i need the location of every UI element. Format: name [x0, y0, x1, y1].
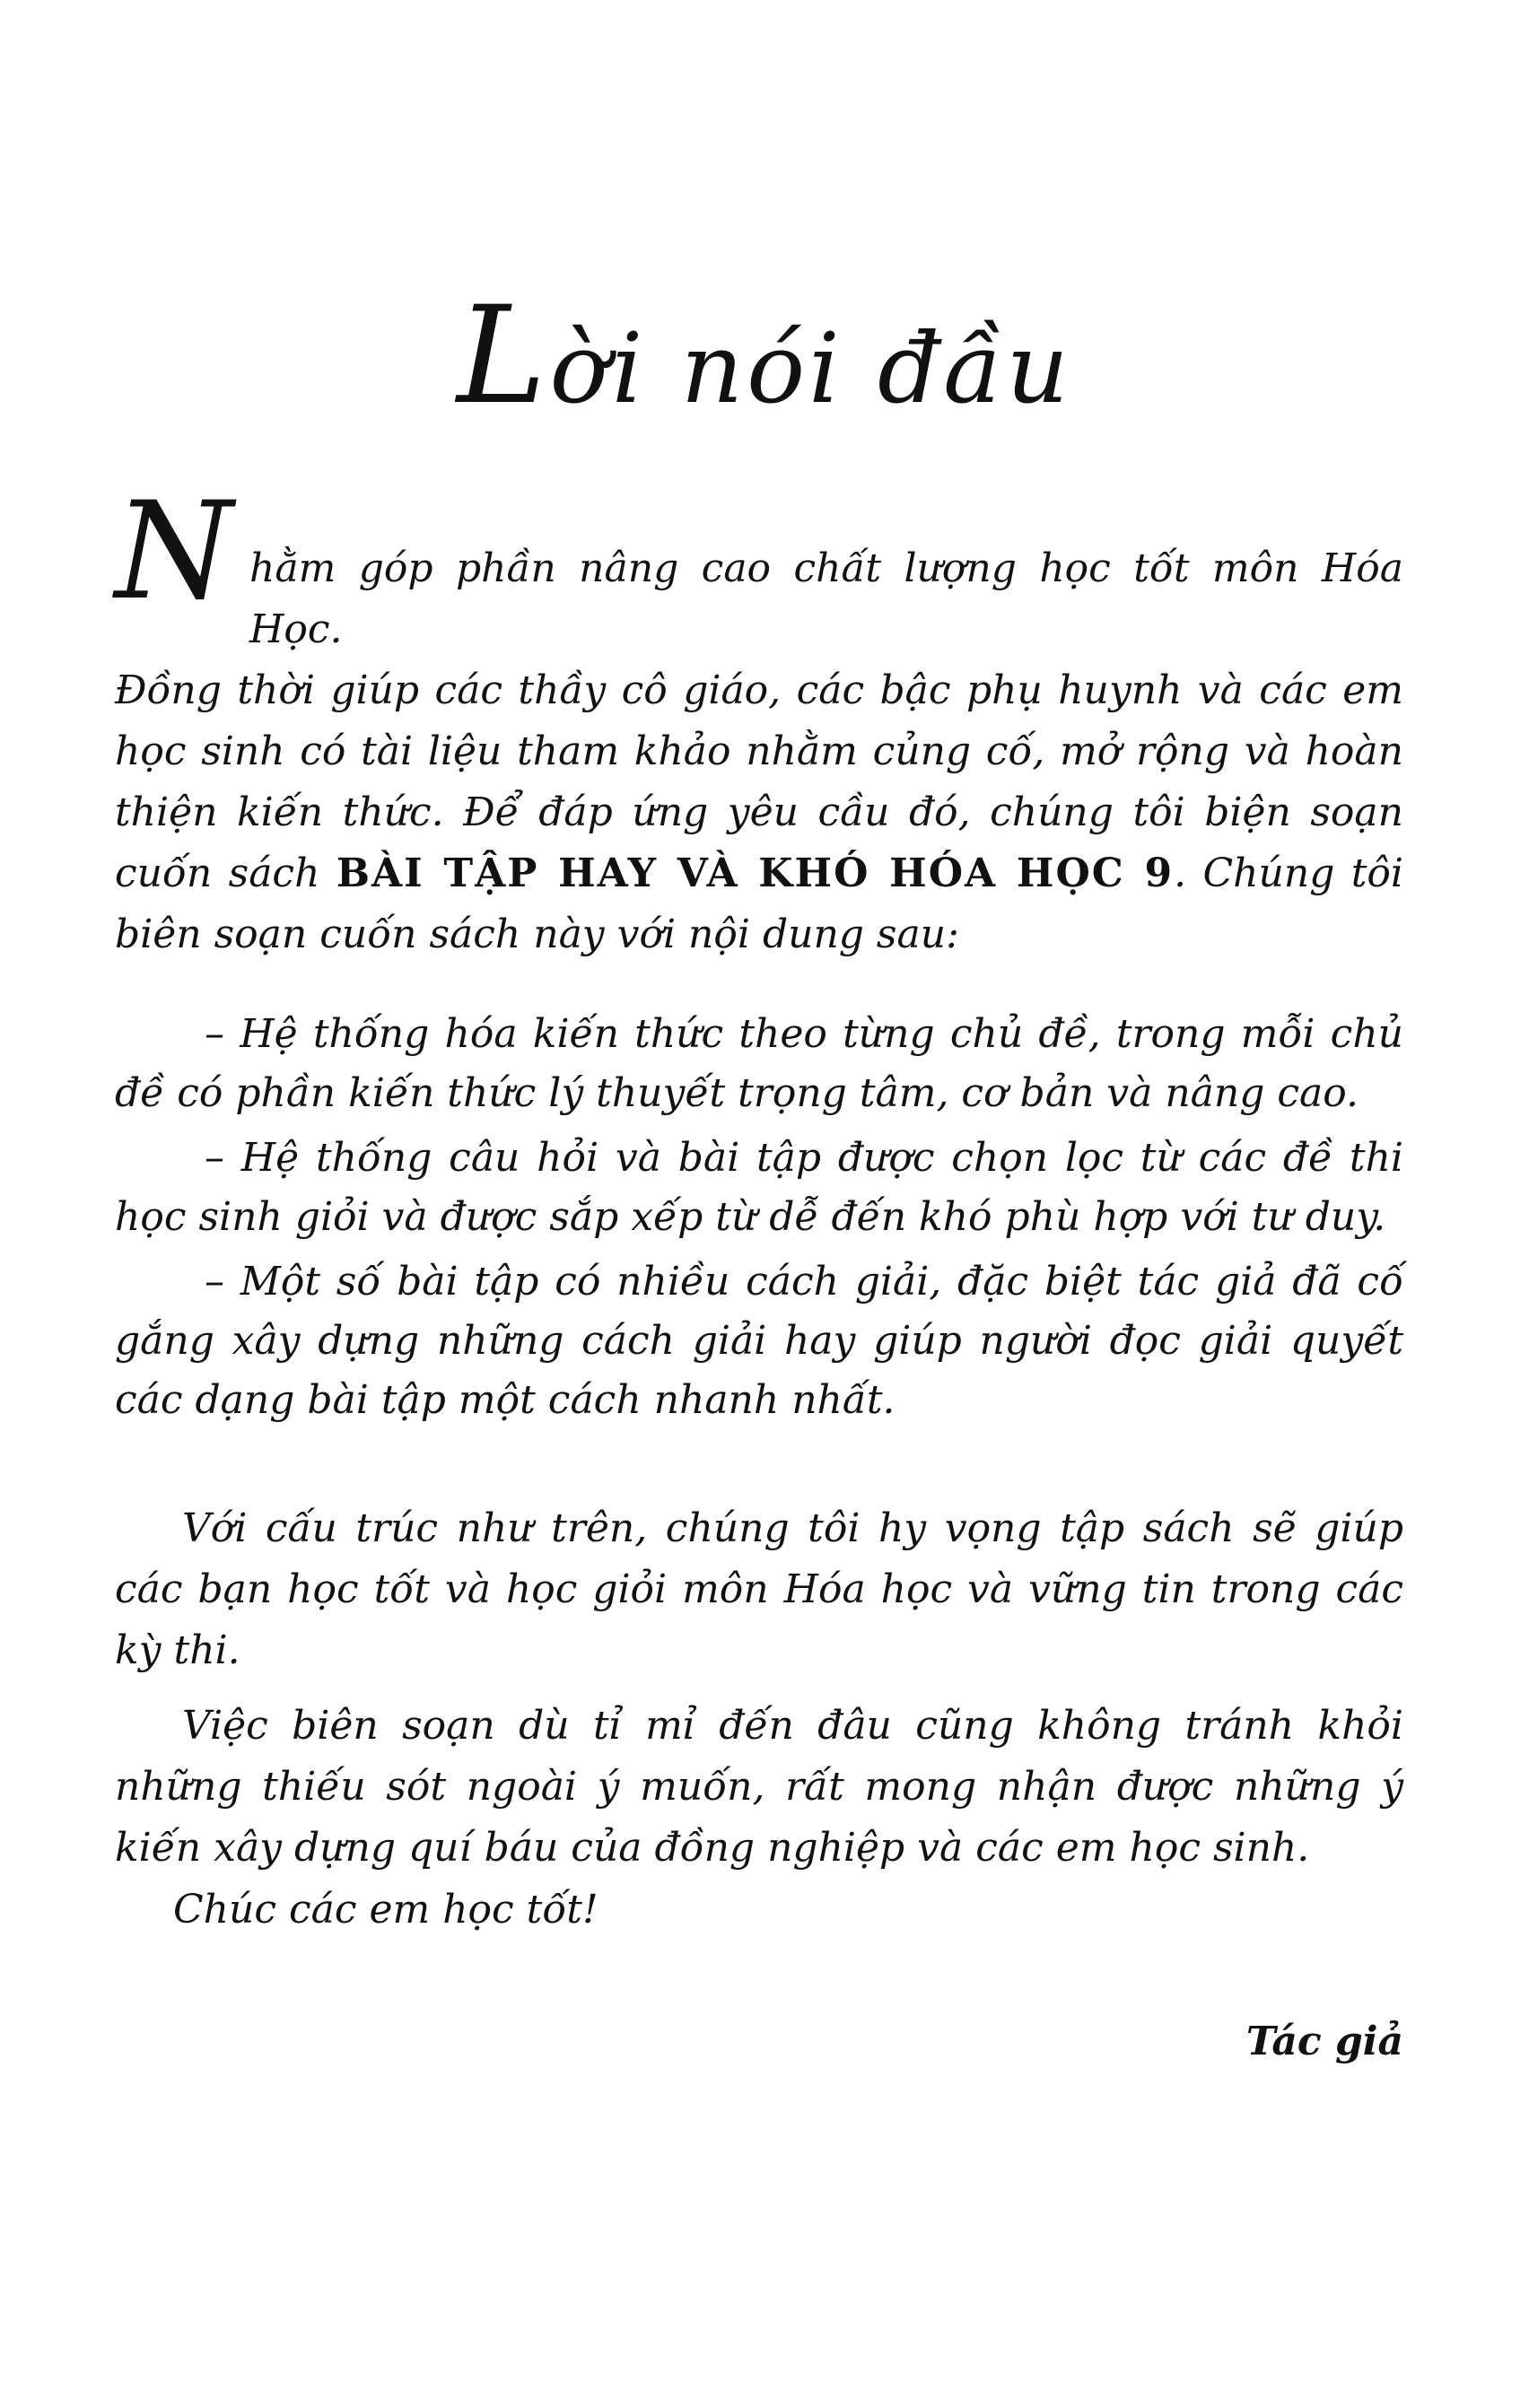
title-initial: L [457, 278, 550, 434]
intro-dropcap: N [115, 474, 233, 630]
list-item: – Hệ thống câu hỏi và bài tập được chọn lọc từ các đề thi học sinh giỏi và được sắp xếp từ dễ đến khó phù hợp với tư duy. [115, 1135, 1403, 1240]
book-title: BÀI TẬP HAY VÀ KHÓ HÓA HỌC 9 [336, 851, 1175, 896]
author-signature: Tác giả [1245, 2019, 1403, 2064]
intro-text: Đồng thời giúp các thầy cô giáo, các bậc phụ huynh và các em học sinh có tài liệu tham khảo nhằm củng cố, mở rộng và hoàn thiện kiến thức. Để đáp ứng yêu cầu đó, chúng tôi biện soạn cuốn sách [115, 667, 1403, 896]
closing-line: Chúc các em học tốt! [173, 1887, 598, 1933]
apology-paragraph: Việc biên soạn dù tỉ mỉ đến đâu cũng không tránh khỏi những thiếu sót ngoài ý muốn, rất mong nhận được những ý kiến xây dựng quí báu của đồng nghiệp và các em học sinh. [115, 1703, 1403, 1871]
intro-first-line: hằm góp phần nâng cao chất lượng học tốt môn Hóa Học. [249, 545, 1403, 652]
title-rest: ời nói đầu [549, 313, 1072, 425]
hope-paragraph: Với cấu trúc như trên, chúng tôi hy vọng tập sách sẽ giúp các bạn học tốt và học giỏi môn Hóa học và vững tin trong các kỳ thi. [115, 1505, 1403, 1673]
content-list [115, 1005, 1403, 1435]
list-item: – Một số bài tập có nhiều cách giải, đặc biệt tác giả đã cố gắng xây dựng những cách giải hay giúp người đọc giải quyết các dạng bài tập một cách nhanh nhất. [115, 1259, 1403, 1423]
list-item: – Hệ thống hóa kiến thức theo từng chủ đề, trong mỗi chủ đề có phần kiến thức lý thuyết trọng tâm, cơ bản và nâng cao. [115, 1011, 1403, 1116]
page-title [0, 278, 1529, 434]
intro-paragraph [115, 538, 1403, 965]
intro-text-end: . Chúng tôi biên soạn cuốn sách này với nội dung sau: [115, 851, 1403, 957]
